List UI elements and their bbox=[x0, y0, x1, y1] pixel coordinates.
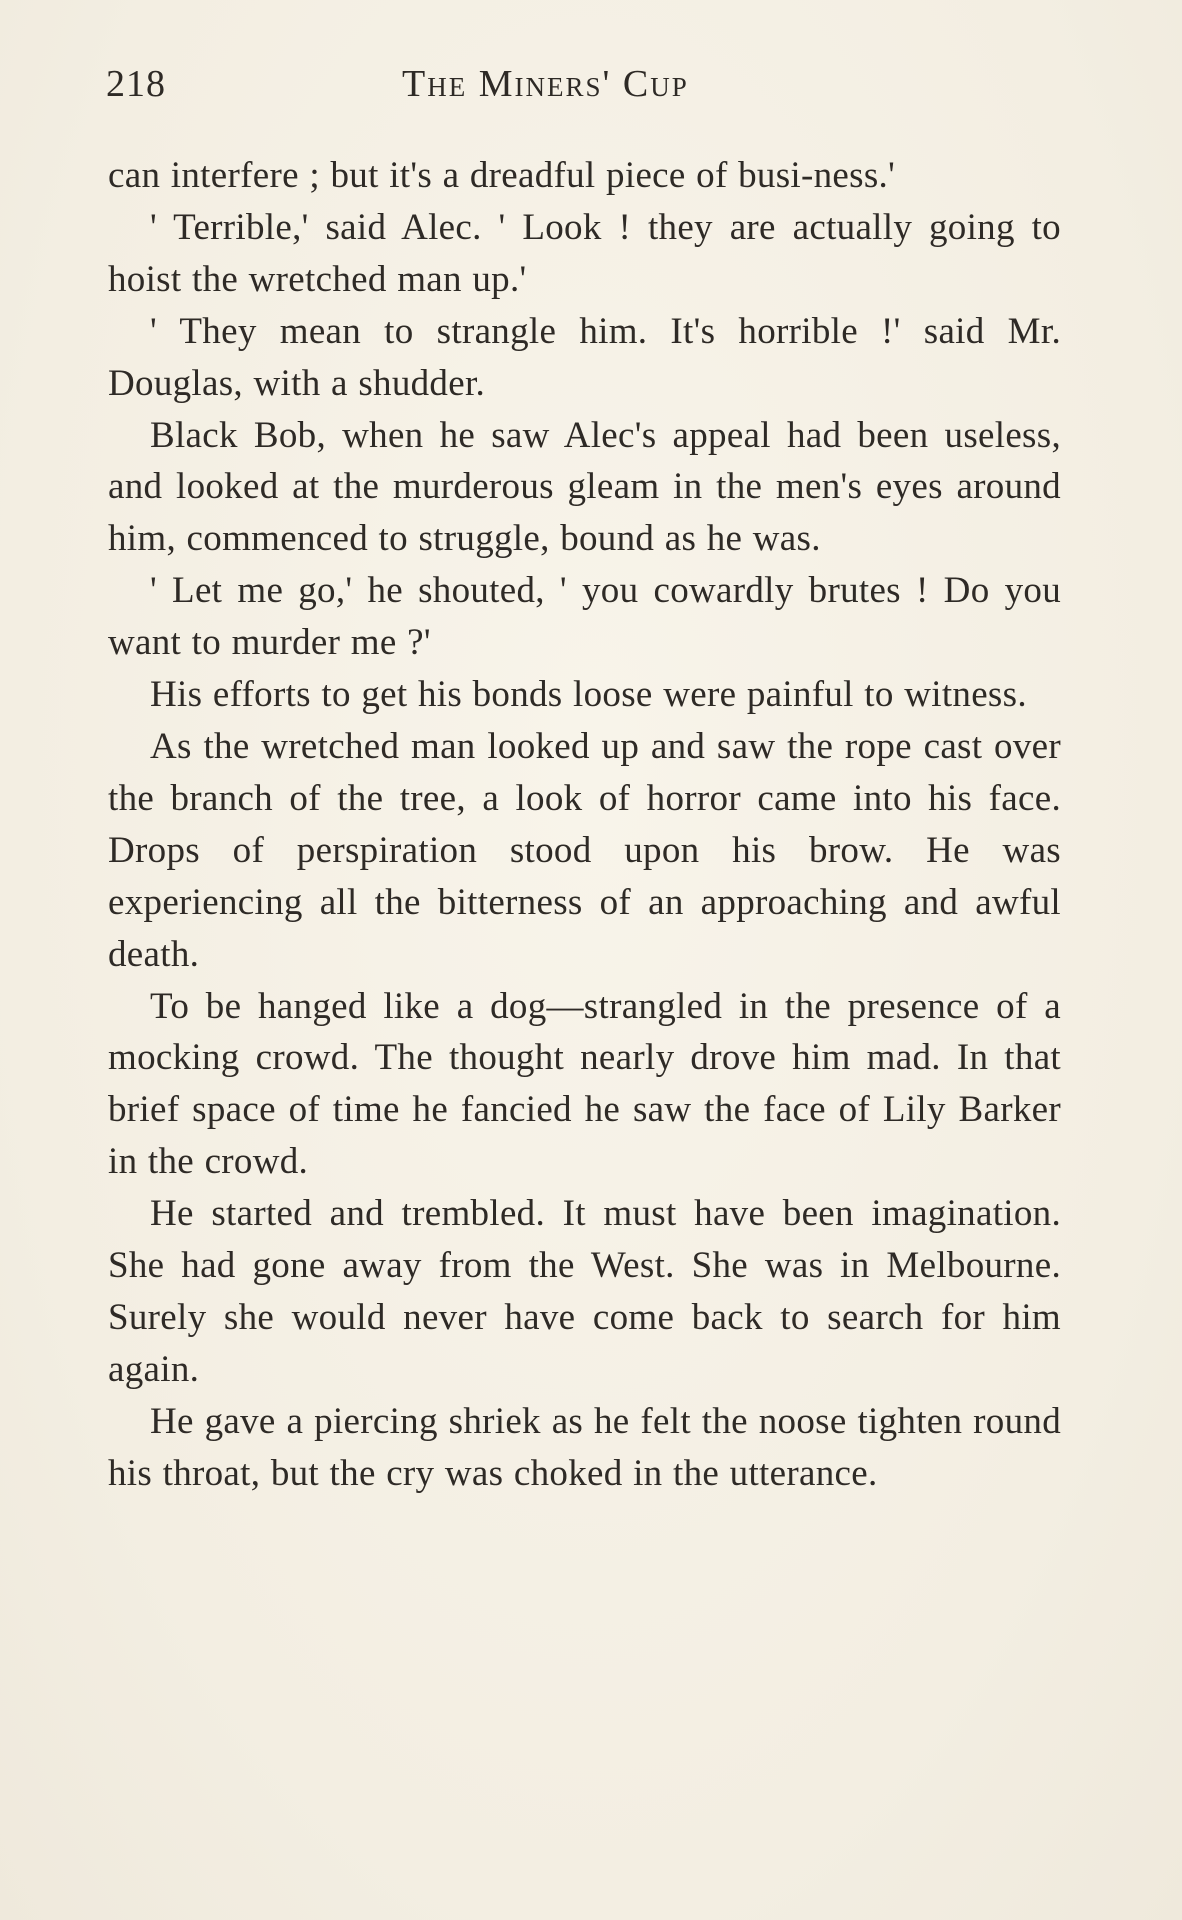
paragraph: His efforts to get his bonds loose were painful to witness. bbox=[150, 674, 1027, 716]
paragraph: ' Terrible,' said Alec. ' Look ! they are actually going to hoist the wretched man up.' bbox=[108, 206, 1061, 300]
paragraph: ' Let me go,' he shouted, ' you cowardly brutes ! Do you want to murder me ?' bbox=[108, 570, 1061, 664]
body-text bbox=[108, 150, 1061, 1500]
paragraph: To be hanged like a dog—strangled in the presence of a mocking crowd. The thought nearly drove him mad. In that brief space of time he fancied he saw the face of Lily Barker in the crowd. bbox=[108, 985, 1061, 1183]
running-title: The Miners' Cup bbox=[402, 63, 689, 105]
paragraph: ' They mean to strangle him. It's horrible !' said Mr. Douglas, with a shudder. bbox=[108, 310, 1061, 404]
paragraph: Black Bob, when he saw Alec's appeal had been useless, and looked at the murderous gleam in the men's eyes around him, commenced to struggle, bound as he was. bbox=[108, 414, 1061, 560]
paragraph: He started and trembled. It must have been imagination. She had gone away from the West. She was in Melbourne. Surely she would never have come back to search for him again. bbox=[108, 1193, 1061, 1390]
running-head bbox=[106, 62, 1066, 114]
paragraph: can interfere ; but it's a dreadful piece of busi-ness.' bbox=[108, 155, 896, 196]
paragraph: He gave a piercing shriek as he felt the noose tighten round his throat, but the cry was choked in the utterance. bbox=[108, 1400, 1061, 1494]
page-number: 218 bbox=[106, 63, 166, 105]
paragraph: As the wretched man looked up and saw the rope cast over the branch of the tree, a look of horror came into his face. Drops of perspiration stood upon his brow. He was experiencing all the bitterness of an approaching and awful death. bbox=[108, 725, 1061, 975]
